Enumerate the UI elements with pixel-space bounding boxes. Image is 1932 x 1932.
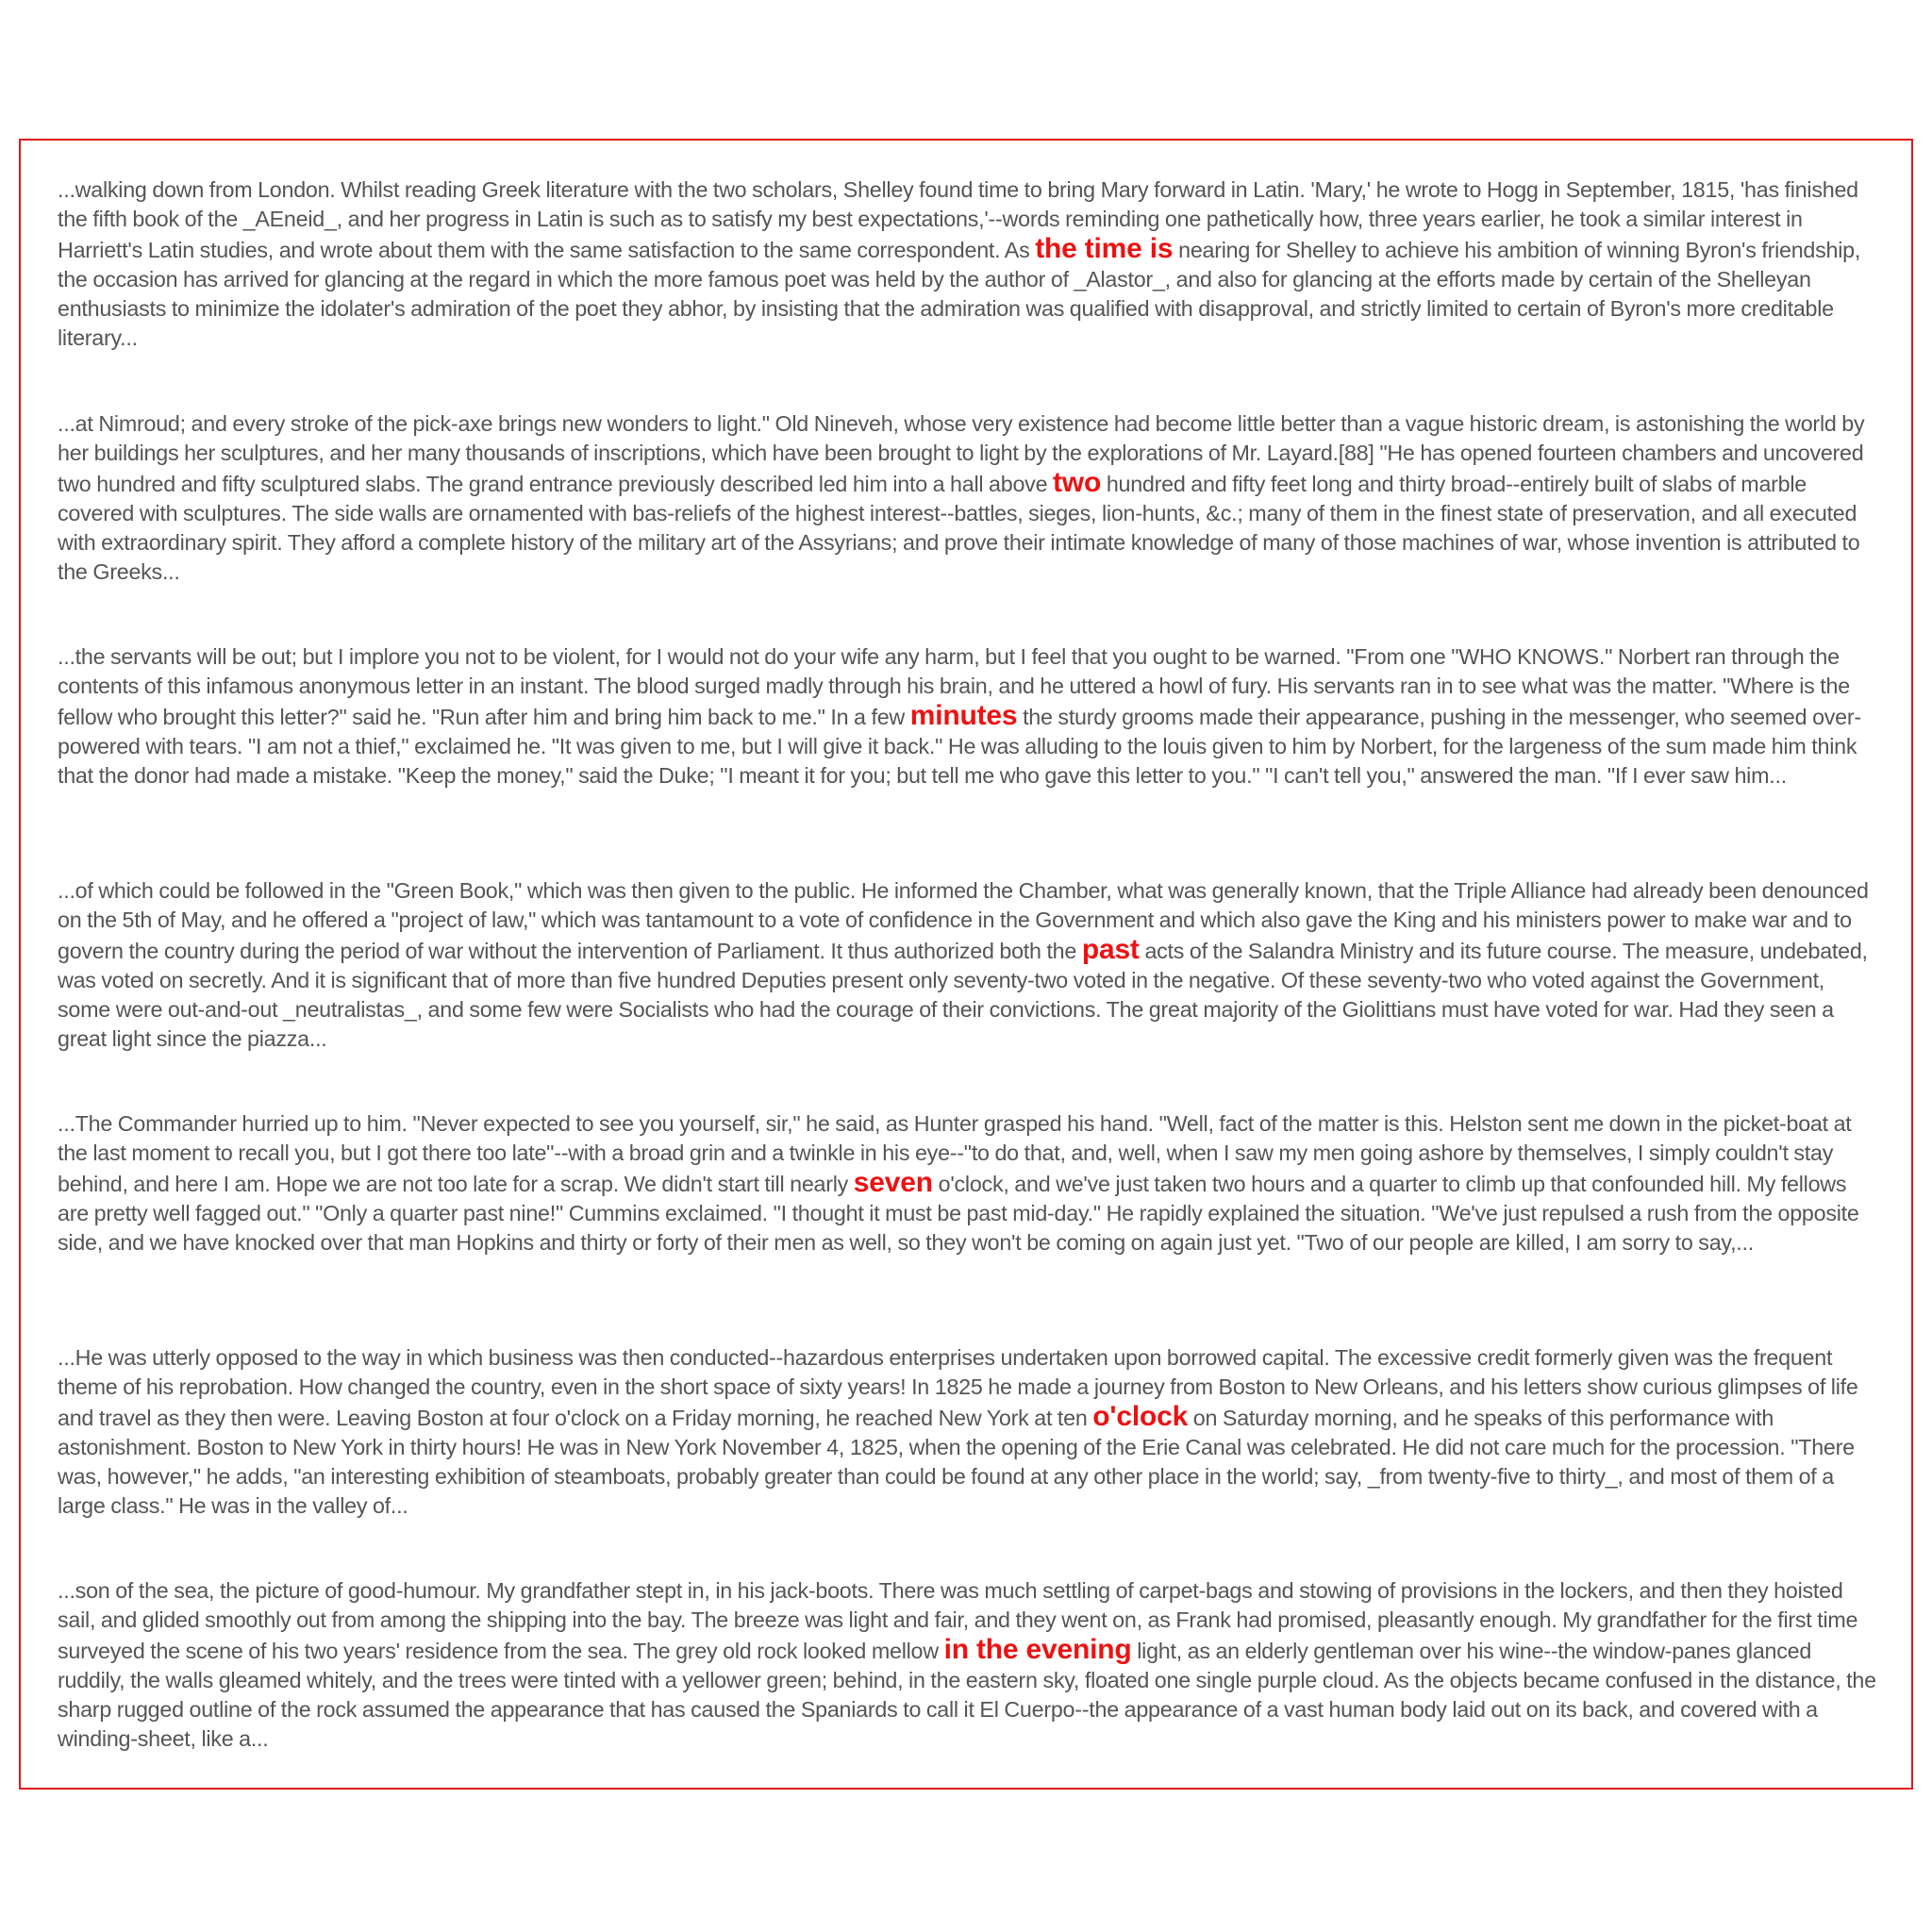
passage-text-before: ...at Nimroud; and every stroke of the pick-axe brings new wonders to light." Old Nineveh, whose very existence had become little better than a vague historic dream, is astonishing the world by her buildings her sculptures, and her many thousands of inscriptions, which have been brought to light by the explorations of Mr. Layard.[88] "He has opened fourteen chambers and uncovered two hundred and fifty sculptured slabs. The grand entrance previously described led him into a hall above — [58, 410, 1865, 496]
passage-text-before: ...The Commander hurried up to him. "Never expected to see you yourself, sir," he said, as Hunter grasped his hand. "Well, fact of the matter is this. Helston sent me down in the picket-boat at the last moment to recall you, but I got there too late"--with a broad grin and a twinkle in his eye--"to do that, and, well, when I saw my men going ashore by themselves, I simply couldn't stay behind, and here I am. Hope we are not too late for a scrap. We didn't start till nearly — [58, 1111, 1852, 1196]
passage-6 — [58, 1343, 1878, 1577]
passage-list — [58, 175, 1878, 1810]
passage-7 — [58, 1576, 1878, 1810]
passage-text-before: ...of which could be followed in the "Green Book," which was then given to the public. He informed the Chamber, what was generally known, that the Triple Alliance had already been denounced on the 5th of May, and he offered a "project of law," which was tantamount to a vote of confidence in the Government and which also gave the King and his ministers power to make war and to govern the country during the period of war without the intervention of Parliament. It thus authorized both the — [58, 877, 1869, 963]
passage-text-after: light, as an elderly gentleman over his wine--the window-panes glanced ruddily, the walls gleamed whitely, and the trees were tinted with a yellower green; behind, in the eastern sky, floated one single purple cloud. As the objects became confused in the distance, the sharp rugged outline of the rock assumed the appearance that has caused the Spaniards to call it El Cuerpo--the appearance of a vast human body laid out on its back, and covered with a winding-sheet, like a... — [58, 1639, 1876, 1751]
highlighted-phrase: o'clock — [1092, 1400, 1189, 1432]
passage-1 — [58, 175, 1878, 409]
passage-text-before: ...the servants will be out; but I implore you not to be violent, for I would not do your wife any harm, but I feel that you ought to be warned. "From one "WHO KNOWS." Norbert ran through the contents of this infamous anonymous letter in an instant. The blood surged madly through his brain, and he uttered a howl of fury. His servants ran in to see what was the matter. "Where is the fellow who brought this letter?" said he. "Run after him and bring him back to me." In a few — [58, 644, 1850, 729]
passage-5 — [58, 1109, 1878, 1343]
passage-text-after: acts of the Salandra Ministry and its future course. The measure, undebated, was voted on secretly. And it is significant that of more than five hundred Deputies present only seventy-two voted in the negative. Of these seventy-two who voted against the Government, some were out-and-out _neutralistas_, and some few were Socialists who had the courage of their convictions. The great majority of the Giolittians must have voted for war. Had they seen a great light since the piazza... — [58, 938, 1868, 1051]
passage-4 — [58, 876, 1878, 1110]
passage-text-after: o'clock, and we've just taken two hours and a quarter to climb up that confounded hill. My fellows are pretty well fagged out." "Only a quarter past nine!" Cummins exclaimed. "I thought it must be past mid-day." He rapidly explained the situation. "We've just repulsed a rush from the opposite side, and we have knocked over that man Hopkins and thirty or forty of their men as well, so they won't be coming on again just yet. "Two of our people are killed, I am sorry to say,... — [58, 1172, 1859, 1255]
passage-text-before: ...son of the sea, the picture of good-humour. My grandfather stept in, in his jack-boots. There was much settling of carpet-bags and stowing of provisions in the lockers, and then they hoisted sail, and glided smoothly out from among the shipping into the bay. The breeze was light and fair, and they went on, as Frank had promised, pleasantly enough. My grandfather for the first time surveyed the scene of his two years' residence from the sea. The grey old rock looked mellow — [58, 1578, 1858, 1663]
highlighted-phrase: past — [1081, 933, 1140, 965]
highlighted-phrase: two — [1053, 466, 1102, 498]
passage-2 — [58, 409, 1878, 643]
highlighted-phrase: minutes — [909, 700, 1018, 731]
highlighted-phrase: in the evening — [943, 1634, 1132, 1665]
passage-text-after: nearing for Shelley to achieve his ambition of winning Byron's friendship, the occasion has arrived for glancing at the regard in which the more famous poet was held by the author of _Alastor_, and also for glancing at the efforts made by certain of the Shelleyan enthusiasts to minimize the idolater's admiration of the poet they abhor, by insisting that the admiration was qualified with disapproval, and strictly limited to certain of Byron's more creditable literary... — [58, 238, 1861, 350]
highlighted-phrase: seven — [853, 1167, 933, 1198]
passage-text-before: ...walking down from London. Whilst reading Greek literature with the two scholars, Shelley found time to bring Mary forward in Latin. 'Mary,' he wrote to Hogg in September, 1815, 'has finished the fifth book of the _AEneid_, and her progress in Latin is such as to satisfy my best expectations,'--words reminding one pathetically how, three years earlier, he took a similar interest in Harriett's Latin studies, and wrote about them with the same satisfaction to the same correspondent. As — [58, 177, 1858, 262]
passage-3 — [58, 642, 1878, 876]
highlighted-phrase: the time is — [1035, 233, 1174, 264]
passage-text-after: hundred and fifty feet long and thirty broad--entirely built of slabs of marble covered with sculptures. The side walls are ornamented with bas-reliefs of the highest interest--battles, sieges, lion-hunts, &c.; many of them in the finest state of preservation, and all executed with extraordinary spirit. They afford a complete history of the military art of the Assyrians; and prove their intimate knowledge of many of those machines of war, whose invention is attributed to the Greeks... — [58, 471, 1860, 584]
passage-text-after: the sturdy grooms made their appearance, pushing in the messenger, who seemed over-powered with tears. "I am not a thief," exclaimed he. "It was given to me, but I will give it back." He was alluding to the louis given to him by Norbert, for the largeness of the sum made him think that the donor had made a mistake. "Keep the money," said the Duke; "I meant it for you; but tell me who gave this letter to you." "I can't tell you," answered the man. "If I ever saw him... — [58, 705, 1861, 788]
passage-text-after: on Saturday morning, and he speaks of this performance with astonishment. Boston to New York in thirty hours! He was in New York November 4, 1825, when the opening of the Erie Canal was celebrated. He did not care much for the procession. "There was, however," he adds, "an interesting exhibition of steamboats, probably greater than could be found at any other place in the world; say, _from twenty-five to thirty_, and most of them of a large class." He was in the valley of... — [58, 1405, 1855, 1518]
passage-text-before: ...He was utterly opposed to the way in which business was then conducted--hazardous enterprises undertaken upon borrowed capital. The excessive credit formerly given was the frequent theme of his reprobation. How changed the country, even in the short space of sixty years! In 1825 he made a journey from Boston to New Orleans, and his letters show curious glimpses of life and travel as they then were. Leaving Boston at four o'clock on a Friday morning, he reached New York at ten — [58, 1344, 1858, 1430]
